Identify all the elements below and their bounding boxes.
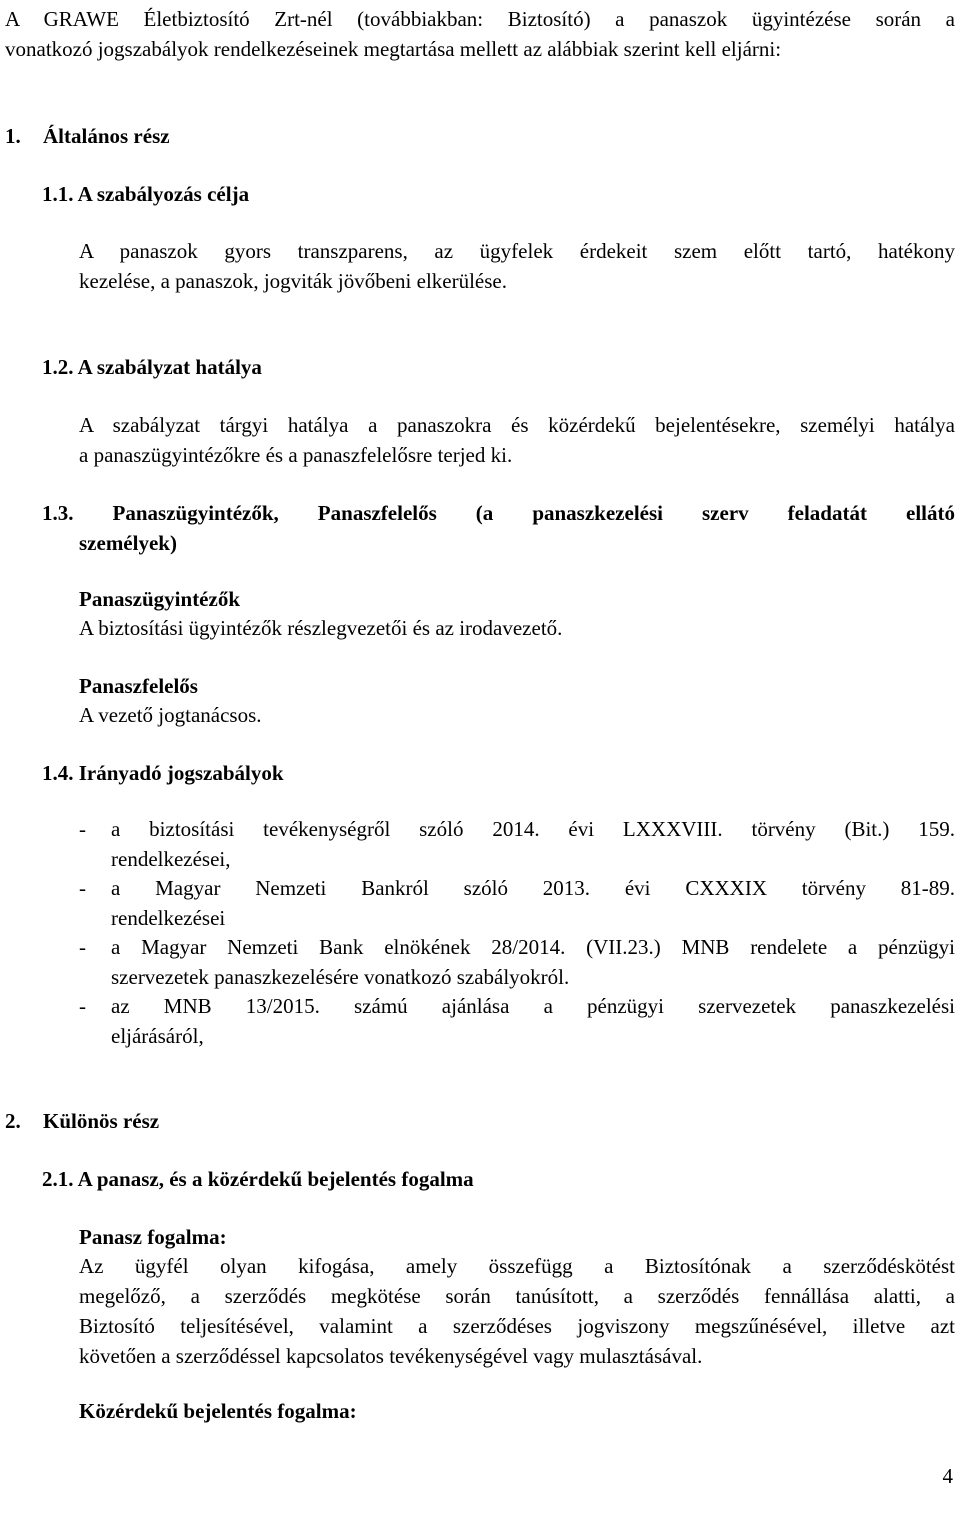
intro-line-1: A GRAWE Életbiztosító Zrt-nél (továbbiakban: Biztosító) a panaszok ügyintézése során a (5, 7, 955, 31)
panaszfelelos-text: A vezető jogtanácsos. (79, 703, 262, 727)
section-2-title: Különös rész (43, 1109, 160, 1133)
section-1-number: 1. (5, 124, 21, 148)
page-number: 4 (942, 1464, 953, 1488)
panasz-fogalma-title: Panasz fogalma: (79, 1225, 227, 1249)
list-dash: - (79, 876, 86, 900)
list-item-line: eljárásáról, (111, 1024, 204, 1048)
subsection-1-1-paragraph (79, 236, 955, 296)
list-item-line: a biztosítási tevékenységről szóló 2014. évi LXXXVIII. törvény (Bit.) 159. (111, 817, 955, 841)
paragraph-line: A panaszok gyors transzparens, az ügyfelek érdekeit szem előtt tartó, hatékony (79, 239, 955, 263)
list-item-line: rendelkezései (111, 906, 226, 930)
list-item-line: rendelkezései, (111, 847, 231, 871)
section-1-heading (5, 121, 170, 151)
list-dash: - (79, 935, 86, 959)
subsection-1-1-heading: 1.1. A szabályozás célja (42, 182, 250, 206)
intro-paragraph (5, 4, 955, 64)
panaszugyintezok-title: Panaszügyintézők (79, 587, 241, 611)
section-2-heading (5, 1106, 159, 1136)
heading-line: személyek) (79, 531, 177, 555)
paragraph-line: Az ügyfél olyan kifogása, amely összefügg a Biztosítónak a szerződéskötést (79, 1254, 955, 1278)
panaszfelelos-title: Panaszfelelős (79, 674, 198, 698)
subsection-1-2-heading: 1.2. A szabályzat hatálya (42, 355, 262, 379)
paragraph-line: a panaszügyintézőkre és a panaszfelelősre terjed ki. (79, 443, 513, 467)
subsection-1-4-heading: 1.4. Irányadó jogszabályok (42, 761, 284, 785)
paragraph-line: A szabályzat tárgyi hatálya a panaszokra és közérdekű bejelentésekre, személyi hatálya (79, 413, 955, 437)
paragraph-line: Biztosító teljesítésével, valamint a szerződéses jogviszony megszűnésével, illetve azt (79, 1314, 955, 1338)
section-1-title: Általános rész (43, 124, 170, 148)
heading-line: 1.3. Panaszügyintézők, Panaszfelelős (a panaszkezelési szerv feladatát ellátó (42, 501, 955, 525)
paragraph-line: kezelése, a panaszok, jogviták jövőbeni elkerülése. (79, 269, 507, 293)
list-dash: - (79, 994, 86, 1018)
kozerdeku-bejelentes-title: Közérdekű bejelentés fogalma: (79, 1399, 357, 1423)
section-2-number: 2. (5, 1109, 21, 1133)
subsection-2-1-heading: 2.1. A panasz, és a közérdekű bejelentés fogalma (42, 1167, 474, 1191)
list-item-line: a Magyar Nemzeti Bankról szóló 2013. évi CXXXIX törvény 81-89. (111, 876, 955, 900)
list-item-line: az MNB 13/2015. számú ajánlása a pénzügyi szervezetek panaszkezelési (111, 994, 955, 1018)
list-dash: - (79, 817, 86, 841)
intro-line-2: vonatkozó jogszabályok rendelkezéseinek megtartása mellett az alábbiak szerint kell eljárni: (5, 37, 782, 61)
paragraph-line: megelőző, a szerződés megkötése során tanúsított, a szerződés fennállása alatti, a (79, 1284, 955, 1308)
panaszugyintezok-text: A biztosítási ügyintézők részlegvezetői és az irodavezető. (79, 616, 563, 640)
list-item-line: a Magyar Nemzeti Bank elnökének 28/2014. (VII.23.) MNB rendelete a pénzügyi (111, 935, 955, 959)
subsection-1-2-paragraph (79, 410, 955, 470)
paragraph-line: követően a szerződéssel kapcsolatos tevékenységével vagy mulasztásával. (79, 1344, 703, 1368)
panasz-fogalma-paragraph (79, 1251, 955, 1371)
list-item-line: szervezetek panaszkezelésére vonatkozó szabályokról. (111, 965, 570, 989)
subsection-1-3-heading (42, 498, 955, 558)
